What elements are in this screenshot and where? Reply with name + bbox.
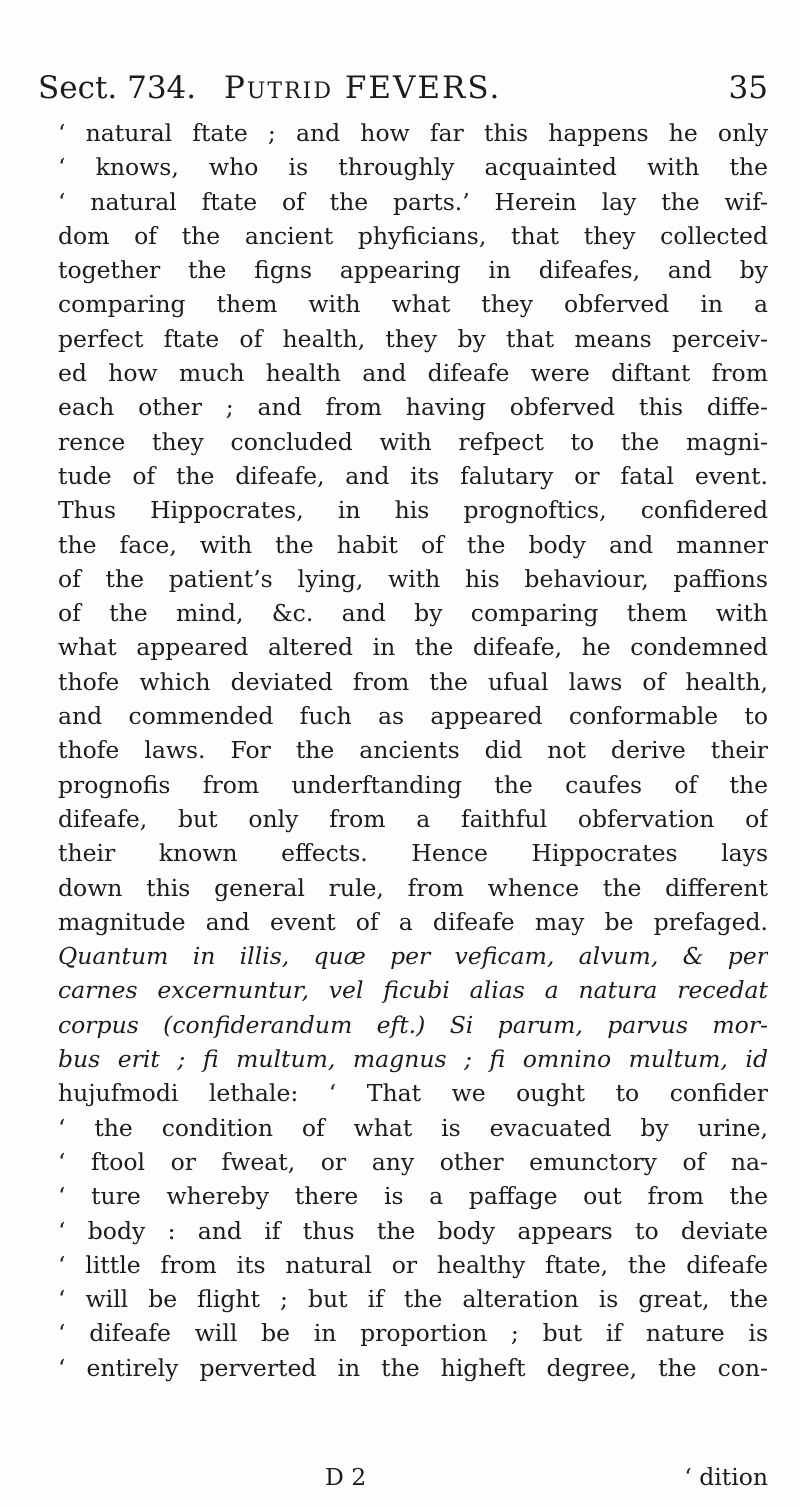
text-line: of the patient’s lying, with his behaviour, paffions bbox=[58, 564, 768, 593]
latin-quote-line: bus erit ; fi multum, magnus ; fi omnino multum, id bbox=[58, 1045, 768, 1074]
running-header bbox=[38, 66, 768, 110]
text-line: down this general rule, from whence the different bbox=[58, 873, 768, 902]
text-line: thofe which deviated from the ufual laws of health, bbox=[58, 667, 768, 696]
quoted-line: ‘ little from its natural or healthy ftate, the difeafe bbox=[58, 1250, 768, 1279]
quoted-line: ‘ ftool or fweat, or any other emunctory of na- bbox=[58, 1147, 768, 1176]
signature-mark: D 2 bbox=[325, 1463, 367, 1491]
text-line: and commended fuch as appeared conformable to bbox=[58, 702, 768, 731]
running-title: Putrid FEVERS. bbox=[224, 70, 502, 106]
quoted-line: ‘ difeafe will be in proportion ; but if nature is bbox=[58, 1319, 768, 1348]
text-line: perfect ftate of health, they by that means perceiv- bbox=[58, 324, 768, 353]
page-footer bbox=[58, 1460, 768, 1494]
text-line: their known effects. Hence Hippocrates lays bbox=[58, 839, 768, 868]
latin-quote-line: Quantum in illis, quæ per veficam, alvum, & per bbox=[58, 942, 768, 971]
text-line: of the mind, &c. and by comparing them with bbox=[58, 599, 768, 628]
text-line: what appeared altered in the difeafe, he condemned bbox=[58, 633, 768, 662]
text-line: hujufmodi lethale: ‘ That we ought to confider bbox=[58, 1079, 768, 1108]
quoted-line: ‘ the condition of what is evacuated by urine, bbox=[58, 1113, 768, 1142]
text-line: Thus Hippocrates, in his prognoftics, confidered bbox=[58, 496, 768, 525]
quoted-line: ‘ entirely perverted in the higheft degree, the con- bbox=[58, 1353, 768, 1382]
quoted-line: ‘ will be flight ; but if the alteration is great, the bbox=[58, 1285, 768, 1314]
text-line: the face, with the habit of the body and manner bbox=[58, 530, 768, 559]
text-line: tude of the difeafe, and its falutary or fatal event. bbox=[58, 461, 768, 490]
text-line: difeafe, but only from a faithful obfervation of bbox=[58, 804, 768, 833]
latin-quote-line: carnes excernuntur, vel ficubi alias a natura recedat bbox=[58, 976, 768, 1005]
text-line: ‘ natural ftate of the parts.’ Herein lay the wif- bbox=[58, 187, 768, 216]
quoted-line: ‘ ture whereby there is a paffage out from the bbox=[58, 1182, 768, 1211]
section-number: Sect. 734. bbox=[38, 70, 197, 106]
text-line: magnitude and event of a difeafe may be prefaged. bbox=[58, 907, 768, 936]
latin-quote-line: corpus (confiderandum eft.) Si parum, parvus mor- bbox=[58, 1010, 768, 1039]
text-line: ‘ natural ftate ; and how far this happens he only bbox=[58, 119, 768, 147]
text-line: together the figns appearing in difeafes, and by bbox=[58, 256, 768, 285]
body-text bbox=[58, 116, 768, 1385]
text-line: dom of the ancient phyficians, that they collected bbox=[58, 221, 768, 250]
text-line: each other ; and from having obferved this diffe- bbox=[58, 393, 768, 422]
text-line: comparing them with what they obferved in a bbox=[58, 290, 768, 319]
catchword: ‘ dition bbox=[684, 1463, 768, 1491]
text-line: thofe laws. For the ancients did not derive their bbox=[58, 736, 768, 765]
text-line: rence they concluded with refpect to the magni- bbox=[58, 427, 768, 456]
quoted-line: ‘ body : and if thus the body appears to deviate bbox=[58, 1216, 768, 1245]
text-line: ed how much health and difeafe were diftant from bbox=[58, 359, 768, 388]
page-number: 35 bbox=[728, 70, 768, 106]
text-line: ‘ knows, who is throughly acquainted with the bbox=[58, 153, 768, 182]
text-line: prognofis from underftanding the caufes of the bbox=[58, 770, 768, 799]
